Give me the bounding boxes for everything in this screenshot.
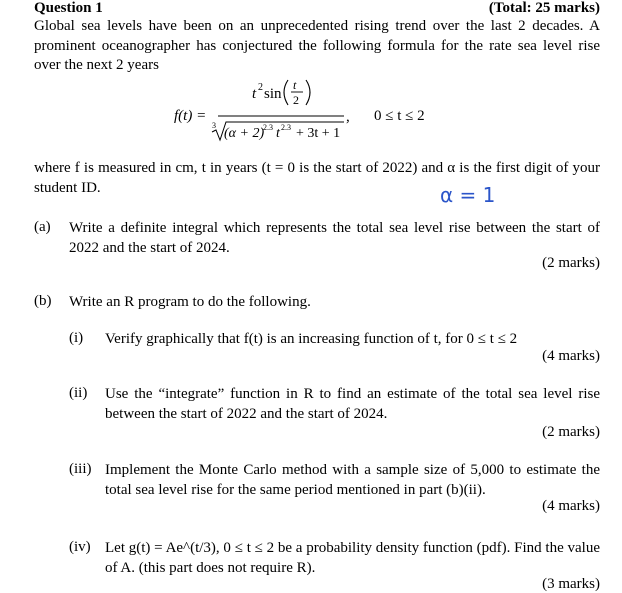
part-b-ii-label: (ii) <box>69 385 88 401</box>
part-b-i-text: Verify graphically that f(t) is an increasing function of t, for 0 ≤ t ≤ 2 <box>105 331 518 347</box>
where-paragraph: where f is measured in cm, t in years (t = 0 is the start of 2022) and α is the first digit of your student ID. <box>34 160 600 196</box>
part-b-text: Write an R program to do the following. <box>69 294 311 310</box>
part-b-iv-marks: (3 marks) <box>542 576 600 592</box>
formula-frac-num: t <box>293 78 297 92</box>
question-title: Question 1 <box>34 0 103 16</box>
formula-num-exp: 2 <box>258 82 263 93</box>
handwritten-alpha: α = 1 <box>440 183 496 207</box>
formula-num-t: t <box>252 86 257 102</box>
total-marks: (Total: 25 marks) <box>488 0 600 16</box>
part-a-label: (a) <box>34 219 51 235</box>
part-b-iii-text: Implement the Monte Carlo method with a sample size of 5,000 to estimate the total sea level rise for the same period mentioned in part (b)(ii). <box>105 462 600 498</box>
formula-den-t: t <box>276 126 280 141</box>
formula-lhs: f(t) = <box>174 108 207 124</box>
formula-den-alpha: (α + 2) <box>224 126 265 141</box>
formula-num-sin: sin <box>264 86 282 102</box>
part-b-iv-text: Let g(t) = Ae^(t/3), 0 ≤ t ≤ 2 be a probability density function (pdf). Find the value of A. (this part does not require R). <box>105 540 600 576</box>
formula-root-index: 3 <box>212 121 216 130</box>
part-b-iii-marks: (4 marks) <box>542 498 600 514</box>
part-b-i-marks: (4 marks) <box>542 348 600 364</box>
formula-domain: 0 ≤ t ≤ 2 <box>374 108 425 124</box>
formula-den-exp1: 2.3 <box>263 123 273 132</box>
part-b-ii-text: Use the “integrate” function in R to find an estimate of the total sea level rise between the start of 2022 and the start of 2024. <box>105 386 600 422</box>
part-a-marks: (2 marks) <box>542 255 600 271</box>
formula-comma: , <box>346 109 350 125</box>
formula-frac-den: 2 <box>293 93 299 107</box>
formula-den-tail: + 3t + 1 <box>296 126 341 141</box>
intro-paragraph: Global sea levels have been on an unprecedented rising trend over the last 2 decades. A prominent oceanographer has conjectured the following formula for the rate sea level rise over the next 2 years <box>34 18 600 73</box>
part-b-ii-marks: (2 marks) <box>542 424 600 440</box>
part-a-text: Write a definite integral which represents the total sea level rise between the start of 2022 and the start of 2024. <box>69 220 600 256</box>
part-b-label: (b) <box>34 293 52 309</box>
part-b-iv-label: (iv) <box>69 539 91 555</box>
part-b-iii-label: (iii) <box>69 461 92 477</box>
part-b-i-label: (i) <box>69 330 84 346</box>
formula <box>160 78 450 148</box>
formula-den-exp2: 2.3 <box>281 123 291 132</box>
